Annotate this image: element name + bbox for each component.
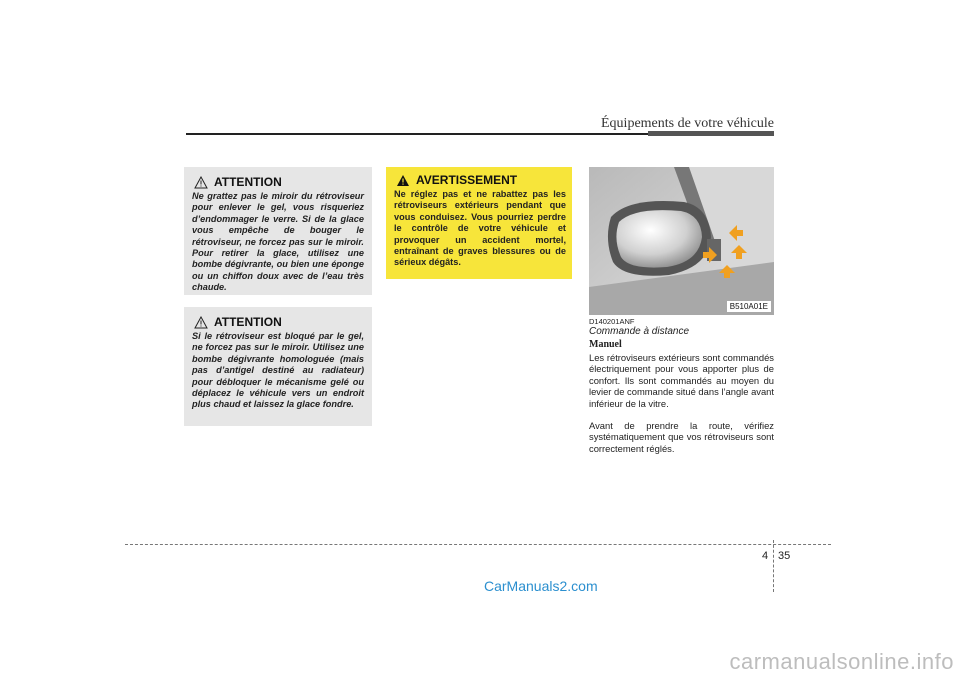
- attention-heading-2: [194, 315, 364, 329]
- chapter-number: 4: [762, 550, 769, 562]
- warning-box: [386, 167, 572, 279]
- warning-triangle-icon: [194, 316, 208, 329]
- page-number: 35: [778, 550, 791, 562]
- side-mirror-illustration-icon: [589, 167, 774, 315]
- footer-brand: carmanualsonline.info: [729, 649, 954, 674]
- header-rule-accent: [648, 131, 774, 136]
- figure-label: B510A01E: [727, 301, 771, 312]
- warning-filled-icon: [396, 174, 410, 187]
- section-paragraph-2: Avant de prendre la route, vérifiez systématiquement que vos rétroviseurs sont correctement réglés.: [589, 420, 774, 454]
- section-code: D140201ANF: [589, 317, 635, 326]
- warning-triangle-icon: [194, 176, 208, 189]
- page-header-title: Équipements de votre véhicule: [601, 116, 774, 131]
- page-number-divider: [773, 540, 774, 592]
- section-subtitle: Manuel: [589, 339, 622, 350]
- attention-box-1: [184, 167, 372, 295]
- watermark-link[interactable]: CarManuals2.com: [484, 578, 598, 594]
- warning-body: Ne réglez pas et ne rabattez pas les rétroviseurs extérieurs pendant que vous conduisez. Vous pourriez perdre le contrôle de votre véhicule et provoquer un accident mortel, entraînant de graves blessures ou de sérieux dégâts.: [394, 189, 566, 268]
- section-title: Commande à distance: [589, 326, 690, 337]
- attention-heading-text: ATTENTION: [214, 315, 282, 329]
- section-paragraph-1: Les rétroviseurs extérieurs sont commandés électriquement pour vous apporter plus de confort. Ils sont commandés au moyen du levier de commande situé dans l’angle avant inférieur de la vitre.: [589, 352, 775, 409]
- warning-heading-text: AVERTISSEMENT: [416, 173, 518, 187]
- attention-box-2: [184, 307, 372, 426]
- attention-heading-text: ATTENTION: [214, 175, 282, 189]
- attention-body-2: Si le rétroviseur est bloqué par le gel, ne forcez pas sur le miroir. Utilisez une bombe dégivrante homologuée (mais pas d’antigel destiné au radiateur) pour débloquer le mécanisme gelé ou déplacez le véhicule vers un endroit plus chaud et laissez la glace fondre.: [192, 331, 364, 410]
- side-mirror-figure: [589, 167, 774, 315]
- attention-body-1: Ne grattez pas le miroir du rétroviseur pour enlever le gel, vous risqueriez d’endommager le verre. Si de la glace vous empêche de bouger le rétroviseur, ne forcez pas sur le miroir. Pour retirer la glace, utilisez une bombe dégivrante, ou bien une éponge ou un chiffon doux avec de l’eau très chaude.: [192, 191, 364, 293]
- footer-dashed-rule: [125, 544, 831, 545]
- warning-heading: [396, 173, 566, 187]
- attention-heading-1: [194, 175, 364, 189]
